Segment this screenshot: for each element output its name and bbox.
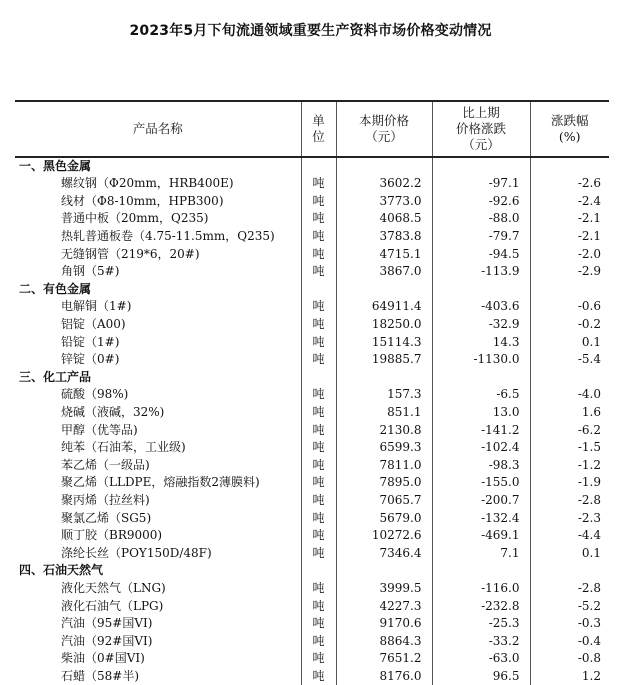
product-name-cell: 烧碱（液碱，32%) — [61, 405, 165, 420]
table-row — [15, 650, 609, 668]
unit-cell: 吨 — [301, 439, 336, 457]
percent-cell: -0.8 — [530, 650, 609, 668]
change-cell: -232.8 — [432, 597, 530, 615]
change-cell: 14.3 — [432, 333, 530, 351]
table-row — [15, 544, 609, 562]
percent-cell — [530, 369, 609, 387]
table-row — [15, 386, 609, 404]
price-cell: 3999.5 — [336, 580, 432, 598]
table-row — [15, 333, 609, 351]
price-cell: 2130.8 — [336, 421, 432, 439]
unit-cell: 吨 — [301, 650, 336, 668]
product-name-cell: 线材（Φ8-10mm，HPB300) — [61, 193, 224, 208]
table-row — [15, 228, 609, 246]
change-cell: -102.4 — [432, 439, 530, 457]
product-name-cell: 普通中板（20mm，Q235) — [61, 211, 209, 226]
table-row — [15, 632, 609, 650]
product-name-cell: 一、黑色金属 — [19, 159, 92, 173]
percent-cell: -2.8 — [530, 492, 609, 510]
price-cell: 4068.5 — [336, 210, 432, 228]
price-cell: 9170.6 — [336, 615, 432, 633]
change-cell — [432, 562, 530, 580]
price-cell: 64911.4 — [336, 298, 432, 316]
percent-cell: -6.2 — [530, 421, 609, 439]
unit-cell: 吨 — [301, 351, 336, 369]
product-name-cell: 无缝钢管（219*6，20#) — [61, 246, 200, 261]
unit-cell — [301, 562, 336, 580]
unit-cell: 吨 — [301, 474, 336, 492]
price-cell: 6599.3 — [336, 439, 432, 457]
price-cell: 5679.0 — [336, 509, 432, 527]
unit-cell: 吨 — [301, 316, 336, 334]
price-cell — [336, 281, 432, 299]
price-cell: 15114.3 — [336, 333, 432, 351]
table-row — [15, 492, 609, 510]
unit-cell: 吨 — [301, 193, 336, 211]
table-row — [15, 298, 609, 316]
unit-cell: 吨 — [301, 263, 336, 281]
unit-cell — [301, 281, 336, 299]
product-name-cell: 柴油（0#国VI) — [61, 651, 145, 666]
change-cell — [432, 281, 530, 299]
change-cell: -97.1 — [432, 175, 530, 193]
percent-cell: 0.1 — [530, 544, 609, 562]
change-cell — [432, 157, 530, 175]
price-cell: 3867.0 — [336, 263, 432, 281]
unit-cell: 吨 — [301, 421, 336, 439]
percent-cell: -4.4 — [530, 527, 609, 545]
percent-cell: -1.2 — [530, 457, 609, 475]
price-cell: 8176.0 — [336, 668, 432, 685]
product-name-cell: 三、化工产品 — [19, 369, 92, 384]
price-cell: 7651.2 — [336, 650, 432, 668]
unit-cell: 吨 — [301, 404, 336, 422]
price-cell: 4227.3 — [336, 597, 432, 615]
product-name-cell: 铝锭（A00) — [61, 317, 126, 332]
percent-cell: -2.1 — [530, 210, 609, 228]
percent-cell — [530, 562, 609, 580]
price-table — [15, 100, 609, 685]
percent-cell: -1.9 — [530, 474, 609, 492]
category-row — [15, 562, 609, 580]
unit-cell: 吨 — [301, 175, 336, 193]
unit-cell: 吨 — [301, 632, 336, 650]
percent-cell: -5.2 — [530, 597, 609, 615]
product-name-cell: 锌锭（0#) — [61, 352, 120, 367]
table-row — [15, 210, 609, 228]
change-cell: -79.7 — [432, 228, 530, 246]
price-cell: 7895.0 — [336, 474, 432, 492]
price-cell: 157.3 — [336, 386, 432, 404]
percent-cell: -2.0 — [530, 245, 609, 263]
table-body — [15, 157, 609, 685]
change-cell: -1130.0 — [432, 351, 530, 369]
category-row — [15, 157, 609, 175]
table-row — [15, 580, 609, 598]
product-name-cell: 纯苯（石油苯，工业级) — [61, 440, 186, 455]
product-name-cell: 聚氯乙烯（SG5) — [61, 510, 152, 525]
unit-cell: 吨 — [301, 298, 336, 316]
change-cell: -200.7 — [432, 492, 530, 510]
price-cell — [336, 157, 432, 175]
table-row — [15, 457, 609, 475]
percent-cell: -0.2 — [530, 316, 609, 334]
change-cell — [432, 369, 530, 387]
header-product-name: 产品名称 — [15, 101, 301, 157]
product-name-cell: 苯乙烯（一级品) — [61, 457, 150, 472]
table-row — [15, 597, 609, 615]
unit-cell: 吨 — [301, 509, 336, 527]
change-cell: -32.9 — [432, 316, 530, 334]
change-cell: -25.3 — [432, 615, 530, 633]
change-cell: -88.0 — [432, 210, 530, 228]
table-row — [15, 316, 609, 334]
unit-cell: 吨 — [301, 457, 336, 475]
table-row — [15, 421, 609, 439]
change-cell: -92.6 — [432, 193, 530, 211]
percent-cell: 1.2 — [530, 668, 609, 685]
unit-cell: 吨 — [301, 668, 336, 685]
price-cell: 8864.3 — [336, 632, 432, 650]
change-cell: -94.5 — [432, 245, 530, 263]
product-name-cell: 石蜡（58#半) — [61, 668, 140, 683]
percent-cell: -2.9 — [530, 263, 609, 281]
price-cell: 3602.2 — [336, 175, 432, 193]
price-cell: 7346.4 — [336, 544, 432, 562]
product-name-cell: 液化石油气（LPG) — [61, 598, 164, 613]
unit-cell: 吨 — [301, 580, 336, 598]
unit-cell: 吨 — [301, 333, 336, 351]
table-row — [15, 509, 609, 527]
unit-cell: 吨 — [301, 597, 336, 615]
percent-cell: -1.5 — [530, 439, 609, 457]
table-row — [15, 175, 609, 193]
product-name-cell: 电解铜（1#) — [61, 299, 132, 314]
change-cell: 96.5 — [432, 668, 530, 685]
unit-cell — [301, 369, 336, 387]
product-name-cell: 甲醇（优等品) — [61, 422, 138, 437]
percent-cell: -2.6 — [530, 175, 609, 193]
unit-cell: 吨 — [301, 527, 336, 545]
percent-cell — [530, 157, 609, 175]
category-row — [15, 369, 609, 387]
product-name-cell: 四、石油天然气 — [19, 563, 104, 578]
percent-cell: 0.1 — [530, 333, 609, 351]
percent-cell: -0.3 — [530, 615, 609, 633]
header-percent: 涨跌幅 (%) — [530, 101, 609, 157]
percent-cell: -4.0 — [530, 386, 609, 404]
percent-cell: -0.4 — [530, 632, 609, 650]
percent-cell: -2.8 — [530, 580, 609, 598]
change-cell: -469.1 — [432, 527, 530, 545]
product-name-cell: 汽油（92#国VI) — [61, 633, 153, 648]
table-row — [15, 404, 609, 422]
product-name-cell: 顺丁胶（BR9000) — [61, 528, 163, 543]
unit-cell — [301, 157, 336, 175]
price-cell: 19885.7 — [336, 351, 432, 369]
percent-cell: -5.4 — [530, 351, 609, 369]
table-row — [15, 193, 609, 211]
price-cell: 10272.6 — [336, 527, 432, 545]
unit-cell: 吨 — [301, 544, 336, 562]
category-row — [15, 281, 609, 299]
table-row — [15, 245, 609, 263]
product-name-cell: 螺纹钢（Φ20mm，HRB400E) — [61, 176, 234, 191]
price-cell — [336, 369, 432, 387]
product-name-cell: 角钢（5#) — [61, 264, 120, 279]
percent-cell — [530, 281, 609, 299]
price-cell: 18250.0 — [336, 316, 432, 334]
price-cell — [336, 562, 432, 580]
price-cell: 7065.7 — [336, 492, 432, 510]
table-row — [15, 351, 609, 369]
product-name-cell: 聚乙烯（LLDPE，熔融指数2薄膜料) — [61, 475, 260, 490]
table-row — [15, 668, 609, 685]
product-name-cell: 硫酸（98%) — [61, 387, 129, 402]
change-cell: -6.5 — [432, 386, 530, 404]
price-cell: 851.1 — [336, 404, 432, 422]
unit-cell: 吨 — [301, 245, 336, 263]
change-cell: -116.0 — [432, 580, 530, 598]
page-title: 2023年5月下旬流通领域重要生产资料市场价格变动情况 — [129, 23, 492, 39]
price-cell: 3783.8 — [336, 228, 432, 246]
change-cell: -132.4 — [432, 509, 530, 527]
percent-cell: -2.4 — [530, 193, 609, 211]
table-header-row — [15, 101, 609, 157]
change-cell: 13.0 — [432, 404, 530, 422]
unit-cell: 吨 — [301, 386, 336, 404]
table-row — [15, 474, 609, 492]
price-cell: 3773.0 — [336, 193, 432, 211]
product-name-cell: 聚丙烯（拉丝料) — [61, 492, 150, 507]
product-name-cell: 汽油（95#国VI) — [61, 616, 153, 631]
table-row — [15, 615, 609, 633]
unit-cell: 吨 — [301, 615, 336, 633]
percent-cell: -2.3 — [530, 509, 609, 527]
unit-cell: 吨 — [301, 228, 336, 246]
unit-cell: 吨 — [301, 492, 336, 510]
product-name-cell: 铅锭（1#) — [61, 334, 120, 349]
table-row — [15, 439, 609, 457]
table-row — [15, 263, 609, 281]
change-cell: -63.0 — [432, 650, 530, 668]
percent-cell: 1.6 — [530, 404, 609, 422]
product-name-cell: 液化天然气（LNG) — [61, 580, 166, 595]
percent-cell: -2.1 — [530, 228, 609, 246]
change-cell: -141.2 — [432, 421, 530, 439]
price-cell: 7811.0 — [336, 457, 432, 475]
change-cell: -98.3 — [432, 457, 530, 475]
change-cell: -155.0 — [432, 474, 530, 492]
change-cell: 7.1 — [432, 544, 530, 562]
unit-cell: 吨 — [301, 210, 336, 228]
header-change: 比上期 价格涨跌 （元） — [432, 101, 530, 157]
change-cell: -33.2 — [432, 632, 530, 650]
product-name-cell: 热轧普通板卷（4.75-11.5mm，Q235) — [61, 229, 275, 244]
percent-cell: -0.6 — [530, 298, 609, 316]
product-name-cell: 涤纶长丝（POY150D/48F) — [61, 545, 212, 560]
table-row — [15, 527, 609, 545]
price-cell: 4715.1 — [336, 245, 432, 263]
change-cell: -403.6 — [432, 298, 530, 316]
header-unit: 单 位 — [301, 101, 336, 157]
product-name-cell: 二、有色金属 — [19, 281, 92, 296]
change-cell: -113.9 — [432, 263, 530, 281]
header-price: 本期价格 （元） — [336, 101, 432, 157]
